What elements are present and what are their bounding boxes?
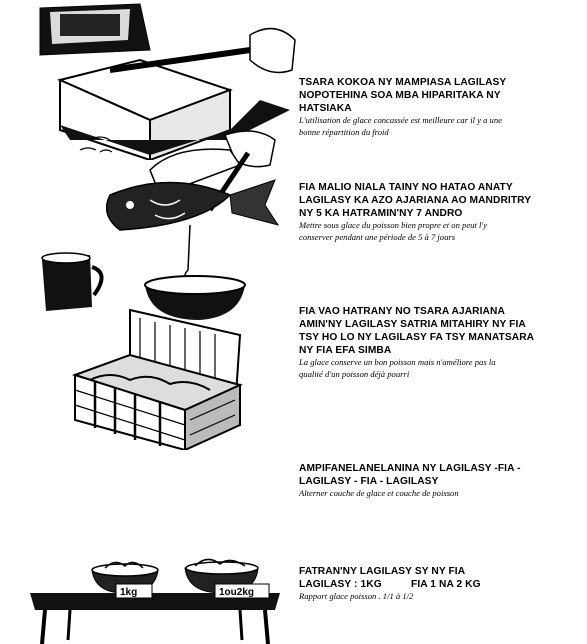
entry-malagasy-text: AMPIFANELANELANINA NY LAGILASY -FIA - LAGILASY - FIA - LAGILASY <box>299 463 521 487</box>
entry-alternate-layers <box>299 462 581 500</box>
entry-ice-fish-ratio <box>299 565 581 603</box>
ice-chest-illustration <box>0 300 300 450</box>
right-weight-label: 1ou2kg <box>219 587 255 598</box>
weighing-scale-illustration <box>0 548 300 644</box>
weighing-scale-icon <box>0 548 300 644</box>
entry-french-text: La glace conserve un bon poisson mais n'améliore pas la qualité d'un poisson déjà pourri <box>299 357 496 379</box>
entry-fresh-fish <box>299 305 581 380</box>
entry-malagasy-text: FATRAN'NY LAGILASY SY NY FIA LAGILASY : 1KG FIA 1 NA 2 KG <box>299 566 481 590</box>
entry-clean-fish <box>299 181 581 243</box>
entry-crushed-ice <box>299 76 581 138</box>
ice-chest-icon <box>0 300 300 450</box>
left-weight-label: 1kg <box>120 587 138 598</box>
entry-french-text: L'utilisation de glace concassée est meilleure car il y a une bonne répartition du froid <box>299 115 502 137</box>
entry-malagasy-text: TSARA KOKOA NY MAMPIASA LAGILASY NOPOTEHINA SOA MBA HIPARITAKA NY HATSIAKA <box>299 77 507 114</box>
entry-malagasy-text: FIA MALIO NIALA TAINY NO HATAO ANATY LAGILASY KA AZO AJARIANA AO MANDRITRY NY 5 KA HATRAMIN'NY 7 ANDRO <box>299 182 532 219</box>
entry-french-text: Rapport glace poisson . 1/1 à 1/2 <box>299 591 414 601</box>
entry-french-text: Alterner couche de glace et couche de poisson <box>299 488 459 498</box>
entry-french-text: Mettre sous glace du poisson bien propre et on peut l'y conserver pendant une période de 5 à 7 jours <box>299 220 488 242</box>
entry-malagasy-text: FIA VAO HATRANY NO TSARA AJARIANA AMIN'NY LAGILASY SATRIA MITAHIRY NY FIA TSY HO LO NY LAGILASY FA TSY MANATSARA NY FIA EFA SIMBA <box>299 306 535 356</box>
